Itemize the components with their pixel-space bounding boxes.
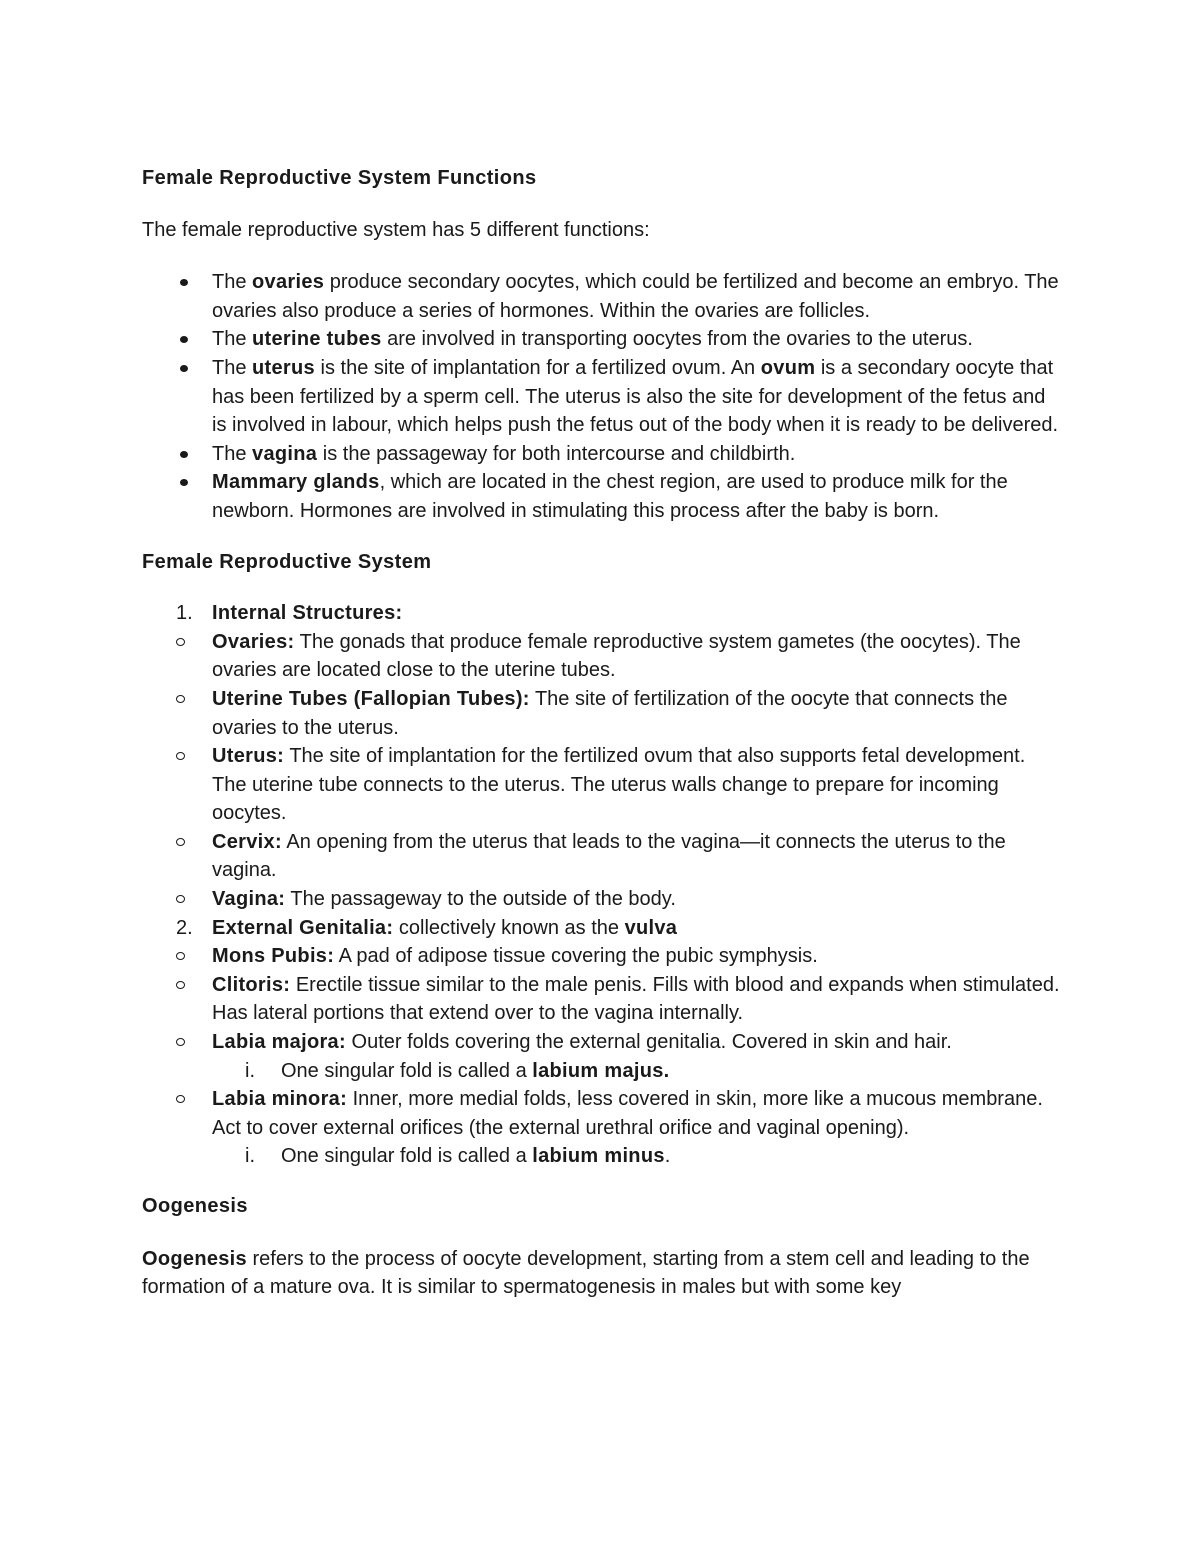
sub-list-item: Clitoris: Erectile tissue similar to the male penis. Fills with blood and expands when stimulated. Has lateral portions that extend over to the vagina internally. — [141, 971, 1060, 1028]
section-heading-system: Female Reproductive System — [142, 550, 432, 573]
roman-sublist — [212, 1142, 1060, 1171]
list-item: The uterine tubes are involved in transporting oocytes from the ovaries to the uterus. — [142, 325, 1060, 354]
numbered-item-external: 2. External Genitalia: collectively known as the vulva Mons Pubis: A pad of adipose tissue covering the pubic symphysis. Clitoris: Erectile tissue similar to the male penis. Fills with blood and expands when stimulated. Has lateral portions that extend over to the vagina internally. Labia majora: Outer folds covering the external genitalia. Covered in skin and hair. i. One singular fold is called a labium majus. Labia minora: Inner, more medial folds, less covered in skin, more like a mucous membrane. Act to cover external orifices (the external urethral orifice and vaginal opening). i. One singular fold is called a labium minus. — [142, 914, 1060, 1171]
list-number: 1. — [176, 602, 193, 625]
list-number: 2. — [176, 916, 193, 939]
sub-list-item: Uterus: The site of implantation for the fertilized ovum that also supports fetal development. The uterine tube connects to the uterus. The uterus walls change to prepare for incoming oocytes. — [141, 742, 1060, 828]
section-heading-functions: Female Reproductive System Functions — [142, 167, 537, 189]
sub-list-item: Labia majora: Outer folds covering the external genitalia. Covered in skin and hair. i. One singular fold is called a labium majus. — [141, 1028, 1060, 1085]
item-label: External Genitalia: — [212, 916, 394, 939]
list-item: The uterus is the site of implantation for a fertilized ovum. An ovum is a secondary oocyte that has been fertilized by a sperm cell. The uterus is also the site for development of the fetus and is involved in labour, which helps push the fetus out of the body when it is ready to be delivered. — [142, 354, 1060, 440]
hollow-bullet-icon — [176, 638, 185, 646]
hollow-bullet-icon — [176, 895, 185, 903]
roman-list-item: i. One singular fold is called a labium minus. — [141, 1142, 1060, 1171]
hollow-bullet-icon — [176, 981, 185, 989]
intro-paragraph: The female reproductive system has 5 different functions: — [142, 218, 650, 241]
list-item: The ovaries produce secondary oocytes, which could be fertilized and become an embryo. The ovaries also produce a series of hormones. Within the ovaries are follicles. — [142, 268, 1060, 325]
bullet-icon — [180, 365, 188, 372]
hollow-bullet-icon — [176, 695, 185, 703]
bullet-icon — [180, 451, 188, 458]
hollow-bullet-icon — [176, 1038, 185, 1046]
roman-marker: i. — [245, 1059, 255, 1082]
oogenesis-paragraph: Oogenesis refers to the process of oocyte development, starting from a stem cell and leading to the formation of a mature ova. It is similar to spermatogenesis in males but with some key — [142, 1247, 1030, 1299]
bullet-icon — [180, 479, 188, 486]
list-item: The vagina is the passageway for both intercourse and childbirth. — [142, 440, 1060, 469]
sub-list-item: Uterine Tubes (Fallopian Tubes): The site of fertilization of the oocyte that connects the ovaries to the uterus. — [141, 685, 1060, 742]
sub-list-item: Labia minora: Inner, more medial folds, less covered in skin, more like a mucous membrane. Act to cover external orifices (the external urethral orifice and vaginal opening). i. One singular fold is called a labium minus. — [141, 1085, 1060, 1171]
item-label: Internal Structures: — [212, 602, 403, 625]
roman-list-item: i. One singular fold is called a labium majus. — [141, 1057, 1060, 1086]
hollow-bullet-icon — [176, 1095, 185, 1103]
bullet-icon — [180, 336, 188, 343]
roman-sublist — [212, 1057, 1060, 1086]
sub-list-item: Mons Pubis: A pad of adipose tissue covering the pubic symphysis. — [141, 942, 1060, 971]
sub-list-item: Ovaries: The gonads that produce female reproductive system gametes (the oocytes). The ovaries are located close to the uterine tubes. — [141, 628, 1060, 685]
hollow-bullet-icon — [176, 752, 185, 760]
section-heading-oogenesis: Oogenesis — [142, 1195, 248, 1217]
roman-marker: i. — [245, 1145, 255, 1168]
numbered-item-internal — [142, 599, 1060, 914]
sub-list-item: Vagina: The passageway to the outside of the body. — [141, 885, 1060, 914]
hollow-bullet-icon — [176, 838, 185, 846]
hollow-bullet-icon — [176, 952, 185, 960]
sub-list-item: Cervix: An opening from the uterus that leads to the vagina—it connects the uterus to the vagina. — [141, 828, 1060, 885]
bullet-icon — [180, 279, 188, 286]
list-item: Mammary glands, which are located in the chest region, are used to produce milk for the newborn. Hormones are involved in stimulating this process after the baby is born. — [142, 468, 1060, 525]
structures-numbered-list — [142, 599, 1060, 1171]
internal-sublist — [212, 628, 1060, 914]
functions-bullet-list — [142, 268, 1060, 525]
external-sublist — [212, 942, 1060, 1171]
